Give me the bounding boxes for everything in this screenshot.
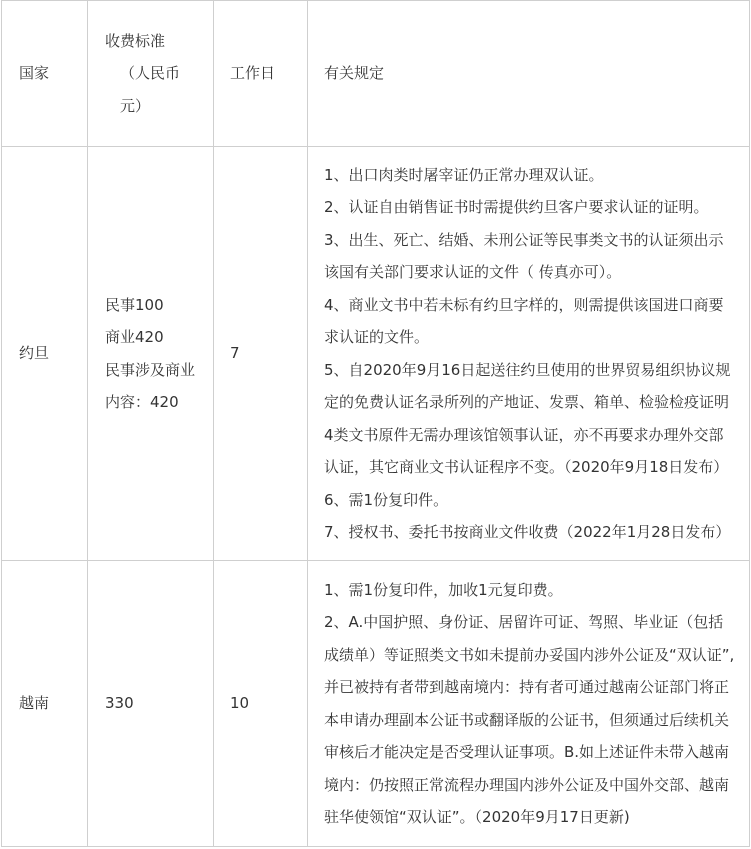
header-workdays: 工作日 [214,1,308,147]
consular-fee-table [1,0,750,847]
rule-item: 1、需1份复印件，加收1元复印费。 [324,580,563,599]
workdays-cell: 10 [214,561,308,847]
workdays-cell: 7 [214,147,308,561]
fee-cell [88,147,214,561]
rule-item: 3、出生、死亡、结婚、未刑公证等民事类文书的认证须出示该国有关部门要求认证的文件（ 传真亦可）。 [324,230,724,281]
country-cell: 越南 [2,561,88,847]
fee-line: 民事涉及商业内容：420 [105,360,196,411]
fee-line: 民事100 [105,295,164,314]
header-fee-part: （人民币元） [120,64,181,115]
fee-line: 商业420 [105,328,164,346]
fee-cell: 330 [88,561,214,847]
table-row-jordan [2,147,750,561]
rule-item: 5、自2020年9月16日起送往约旦使用的世界贸易组织协议规定的免费认证名录所列的产地证、发票、箱单、检验检疫证明4类文书原件无需办理该馆领事认证，亦不再要求办理外交部认证，其它商业文书认证程序不变。（2020年9月18日发布） [324,360,731,476]
header-rules: 有关规定 [308,1,750,147]
country-cell: 约旦 [2,147,88,561]
table-header-row [2,1,750,147]
header-country: 国家 [2,1,88,147]
header-fee [88,1,214,147]
rule-item: 2、A.中国护照、身份证、居留许可证、驾照、毕业证（包括成绩单）等证照类文书如未提前办妥国内涉外公证及“双认证”,并已被持有者带到越南境内：持有者可通过越南公证部门将正本申请办理副本公证书或翻译版的公证书，但须通过后续机关审核后才能决定是否受理认证事项。B.如上述证件未带入越南境内：仍按照正常流程办理国内涉外公证及中国外交部、越南驻华使领馆“双认证”。（2020年9月17日更新) [324,613,735,826]
rule-item: 1、出口肉类时屠宰证仍正常办理双认证。 [324,165,604,184]
rule-item: 7、授权书、委托书按商业文件收费（2022年1月28日发布） [324,523,731,541]
rules-cell [308,561,750,847]
rules-cell [308,147,750,561]
table-row-vietnam [2,561,750,847]
rule-item: 6、需1份复印件。 [324,490,449,509]
header-fee-part: 收费标准 [105,31,166,50]
rule-item: 4、商业文书中若未标有约旦字样的，则需提供该国进口商要求认证的文件。 [324,295,724,346]
rule-item: 2、认证自由销售证书时需提供约旦客户要求认证的证明。 [324,198,709,216]
